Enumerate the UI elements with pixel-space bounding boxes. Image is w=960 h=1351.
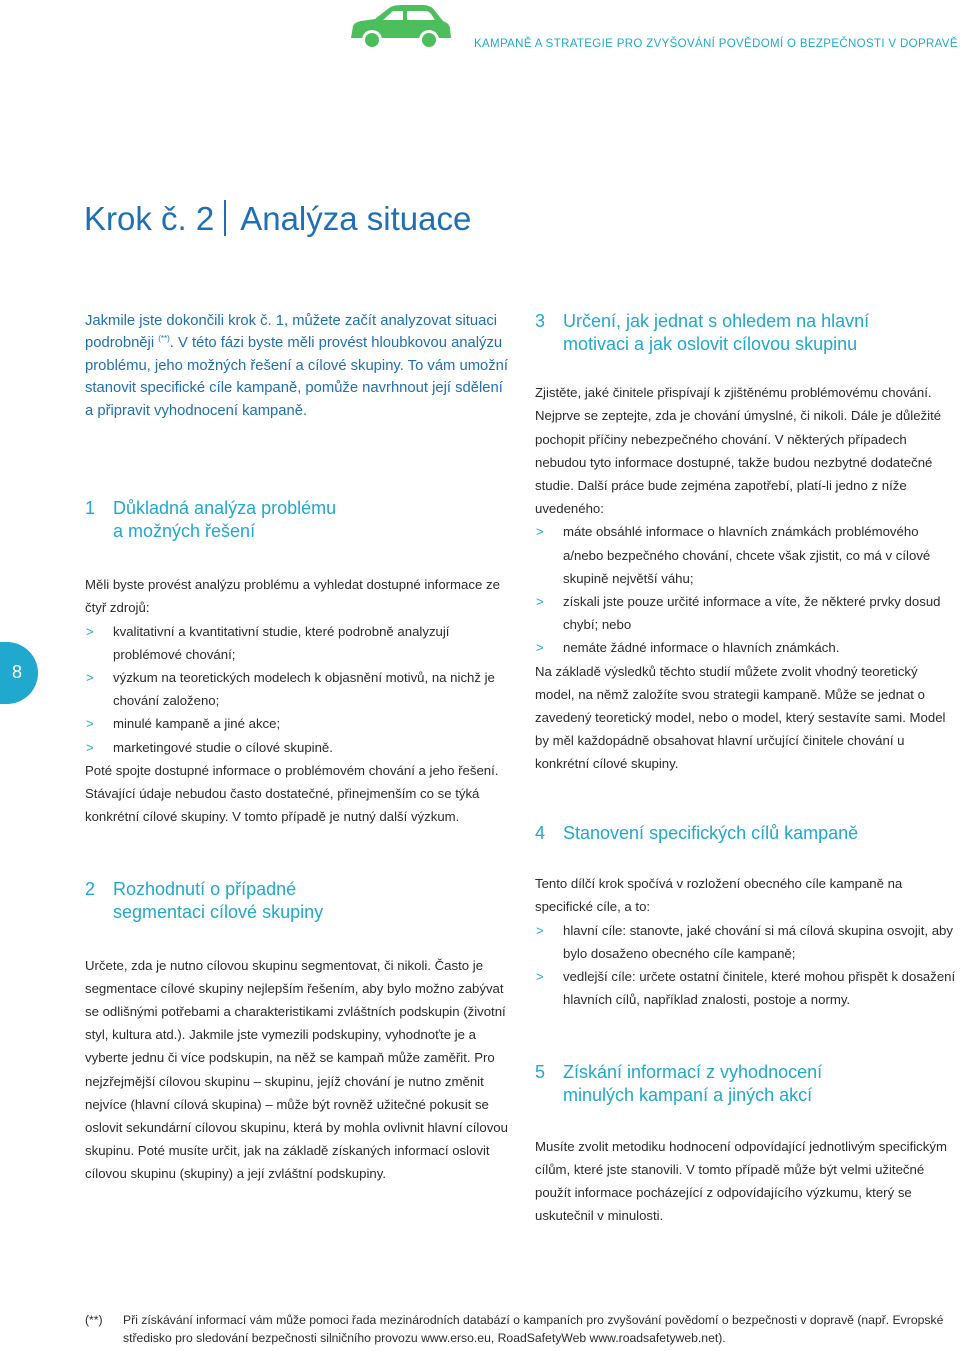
footnote-text: Při získávání informací vám může pomoci řada mezinárodních databází o kampaních pro zvyšování povědomí o bezpečnosti v dopravě (např. Evropské středisko pro sledování bezpečnosti silničního provozu www.erso.eu, RoadSafetyWeb www.roadsafetyweb.net).	[123, 1313, 944, 1345]
section3-title-line2: motivaci a jak oslovit cílovou skupinu	[563, 333, 858, 354]
section2-title-line2: segmentaci cílové skupiny	[113, 902, 324, 923]
list-item	[535, 590, 959, 636]
page-number-badge	[0, 642, 38, 704]
section3-lead: Zjistěte, jaké činitele přispívají k zjištěnému problémovému chování. Nejprve se zeptejte, zda je chování úmyslné, či nikoli. Dále je důležité pochopit příčiny nebezpečného chování. V některých případech nebudou tyto informace dostupné, takže budou nezbytné dodatečné studie. Další práce bude zejména zapotřebí, platí-li jedno z níže uvedeného:	[535, 385, 942, 517]
section1-title-line2: a možných řešení	[113, 520, 256, 541]
list-item	[85, 666, 509, 712]
list-item	[535, 919, 959, 965]
section1-after: Poté spojte dostupné informace o problémovém chování a jeho řešení. Stávající údaje nebudou často dostatečné, přinejmenším co se týká konkrétní cílové skupiny. V tomto případě je nutný další výzkum.	[85, 762, 499, 825]
section4-title: Stanovení specifických cílů kampaně	[563, 822, 859, 843]
bullet-icon: >	[536, 922, 544, 938]
bullet-icon: >	[86, 670, 94, 686]
bullet-icon: >	[536, 594, 544, 610]
bullet-icon: >	[86, 716, 94, 732]
bullet-icon: >	[536, 524, 544, 540]
section5-heading	[535, 1061, 959, 1106]
intro-paragraph	[85, 310, 509, 422]
section3-title	[563, 310, 959, 355]
list-item-text: kvalitativní a kvantitativní studie, které podrobně analyzují problémové chování;	[113, 623, 450, 662]
section5-number: 5	[535, 1062, 546, 1083]
section1-title-line1: Důkladná analýza problému	[113, 498, 337, 519]
list-item-text: minulé kampaně a jiné akce;	[113, 716, 281, 732]
page-number: 8	[12, 662, 23, 682]
footnote	[85, 1311, 955, 1347]
list-item	[535, 520, 959, 590]
section5-title	[563, 1061, 959, 1106]
section3-title-line1: Určení, jak jednat s ohledem na hlavní	[563, 311, 870, 331]
section5-title-line1: Získání informací z vyhodnocení	[563, 1062, 823, 1083]
section2-body: Určete, zda je nutno cílovou skupinu segmentovat, či nikoli. Často je segmentace cílové skupiny nejlepším řešením, aby bylo možno zabývat se odlišnými potřebami a charakteristikami zvláštních podskupin (životní styl, kultura atd.). Jakmile jste vymezili podskupiny, vyhodnoťte je a vyberte jednu či více podskupin, na něž se kampaň může zaměřit. Pro nejzřejmější cílovou skupinu – skupinu, jejíž chování je nutno změnit nejvíce (hlavní cílová skupina) – může být rovněž užitečné pokusit se oslovit sekundární cílovou skupinu, která by mohla ovlivnit hlavní cílovou skupinu. Poté musíte určit, jak na základě získaných informací oslovit cílovou skupinu (skupiny) a její zvláštní podskupiny.	[85, 957, 508, 1182]
page-title	[84, 200, 471, 238]
left-column	[85, 310, 509, 1186]
bullet-icon: >	[536, 969, 544, 985]
section3-list	[535, 520, 959, 659]
list-item-text: marketingové studie o cílové skupině.	[113, 739, 333, 755]
step-name: Analýza situace	[240, 200, 472, 237]
bullet-icon: >	[86, 623, 94, 639]
section3-heading	[535, 310, 959, 355]
bullet-icon: >	[86, 739, 94, 755]
section1-heading	[85, 497, 509, 542]
list-item-text: hlavní cíle: stanovte, jaké chování si má cílová skupina osvojit, aby bylo dosaženo obecného cíle kampaně;	[563, 922, 953, 961]
section2-heading	[85, 878, 509, 923]
section2-title-line1: Rozhodnutí o případné	[113, 879, 297, 900]
list-item	[535, 965, 959, 1011]
intro-text-part1: Jakmile jste dokončili krok č. 1, můžete začít analyzovat situaci podrobněji	[85, 313, 498, 352]
list-item-text: výzkum na teoretických modelech k objasnění motivů, na nichž je chování založeno;	[113, 670, 495, 709]
right-column	[535, 310, 959, 1227]
footnote-reference: (**)	[158, 334, 170, 344]
section3-after: Na základě výsledků těchto studií můžete zvolit vhodný teoretický model, na němž založíte svou strategii kampaně. Může se jednat o zavedený teoretický model, nebo o model, který sestavíte sami. Model by měl každopádně obsahovat hlavní určující činitele chování u konkrétní cílové skupiny.	[535, 663, 946, 772]
car-icon	[345, 2, 455, 54]
list-item-text: vedlejší cíle: určete ostatní činitele, které mohou přispět k dosažení hlavních cílů, například znalosti, postoje a normy.	[563, 969, 956, 1008]
section1-title	[113, 497, 509, 542]
section3-number: 3	[535, 311, 546, 331]
list-item	[85, 620, 509, 666]
section4-heading	[535, 822, 959, 845]
footnote-mark: (**)	[85, 1313, 103, 1327]
bullet-icon: >	[536, 640, 544, 656]
list-item-text: máte obsáhlé informace o hlavních známkách problémového a/nebo bezpečného chování, chcete však zjistit, co má v cílové skupině největší váhu;	[563, 524, 931, 586]
section1-number: 1	[85, 498, 96, 519]
list-item	[85, 712, 509, 735]
section4-lead: Tento dílčí krok spočívá v rozložení obecného cíle kampaně na specifické cíle, a to:	[535, 876, 903, 915]
section1-list	[85, 620, 509, 759]
list-item-text: nemáte žádné informace o hlavních známkách.	[563, 640, 840, 656]
list-item	[535, 636, 959, 659]
section4-list	[535, 919, 959, 1012]
section2-number: 2	[85, 879, 96, 900]
running-header: KAMPANĚ A STRATEGIE PRO ZVYŠOVÁNÍ POVĚDOMÍ O BEZPEČNOSTI V DOPRAVĚ	[474, 38, 958, 50]
step-label: Krok č. 2	[84, 200, 215, 237]
list-item	[85, 736, 509, 759]
section1-lead: Měli byste provést analýzu problému a vyhledat dostupné informace ze čtyř zdrojů:	[85, 577, 500, 616]
title-separator	[224, 200, 226, 236]
section5-body: Musíte zvolit metodiku hodnocení odpovídající jednotlivým specifickým cílům, které jste stanovili. V tomto případě může být velmi užitečné použít informace pocházející z odpovídajícího výzkumu, který se uskutečnil v minulosti.	[535, 1138, 947, 1224]
section2-title	[113, 878, 509, 923]
section5-title-line2: minulých kampaní a jiných akcí	[563, 1085, 813, 1106]
list-item-text: získali jste pouze určité informace a víte, že některé prvky dosud chybí; nebo	[563, 594, 941, 633]
intro-text-part2: . V této fázi byste měli provést hloubkovou analýzu problému, jeho možných řešení a cílové skupiny. To vám umožní stanovit specifické cíle kampaně, pomůže navrhnout její sdělení a připravit vyhodnocení kampaně.	[85, 335, 509, 419]
section4-number: 4	[535, 822, 546, 843]
